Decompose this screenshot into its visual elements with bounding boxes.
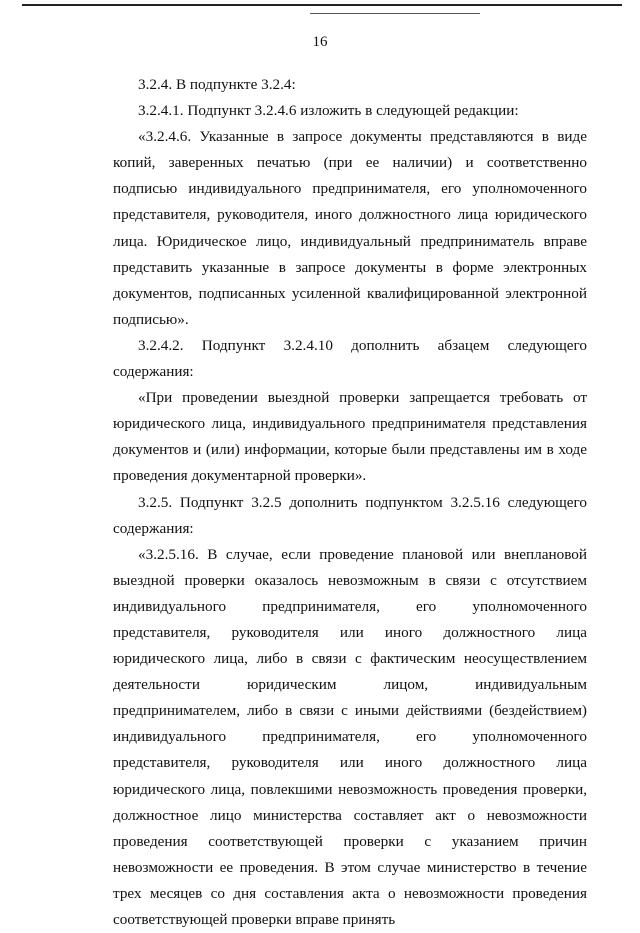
paragraph-3-2-5-16-quote: «3.2.5.16. В случае, если проведение плановой или внеплановой выездной проверки оказалось невозможным в связи с отсутствием индивидуального предпринимателя, его уполномоченного представителя, руководителя или иного должностного лица юридического лица, либо в связи с фактическим неосуществлением деятельности юридическим лицом, индивидуальным предпринимателем, либо в связи с иными действиями (бездействием) индивидуального предпринимателя, его уполномоченного представителя, руководителя или иного должностного лица юридического лица, повлекшими невозможность проведения проверки, должностное лицо министерства составляет акт о невозможности проведения соответствующей проверки с указанием причин невозможности ее проведения. В этом случае министерство в течение трех месяцев со дня составления акта о невозможности проведения соответствующей проверки вправе принять: [113, 545, 587, 928]
paragraph-3-2-4-2: 3.2.4.2. Подпункт 3.2.4.10 дополнить абзацем следующего содержания:: [113, 336, 587, 381]
document-body: [113, 72, 587, 933]
page-number: 16: [312, 34, 328, 50]
paragraph-3-2-4: 3.2.4. В подпункте 3.2.4:: [138, 76, 296, 93]
paragraph-3-2-4-1: 3.2.4.1. Подпункт 3.2.4.6 изложить в следующей редакции:: [138, 102, 519, 120]
paragraph-field-inspection-quote: «При проведении выездной проверки запрещается требовать от юридического лица, индивидуального предпринимателя представления документов и (или) информации, которые были представлены им в ходе проведения документарной проверки».: [113, 389, 587, 485]
top-rule: [22, 4, 622, 6]
paragraph-3-2-4-6-quote: «3.2.4.6. Указанные в запросе документы представляются в виде копий, заверенных печатью (при ее наличии) и соответственно подписью индивидуального предпринимателя, его уполномоченного представителя, руководителя, иного должностного лица юридического лица. Юридическое лицо, индивидуальный предприниматель вправе представить указанные в запросе документы в форме электронных документов, подписанных усиленной квалифицированной электронной подписью».: [113, 128, 587, 328]
paragraph-3-2-5: 3.2.5. Подпункт 3.2.5 дополнить подпунктом 3.2.5.16 следующего содержания:: [113, 493, 587, 537]
top-rule-secondary: [310, 13, 480, 14]
